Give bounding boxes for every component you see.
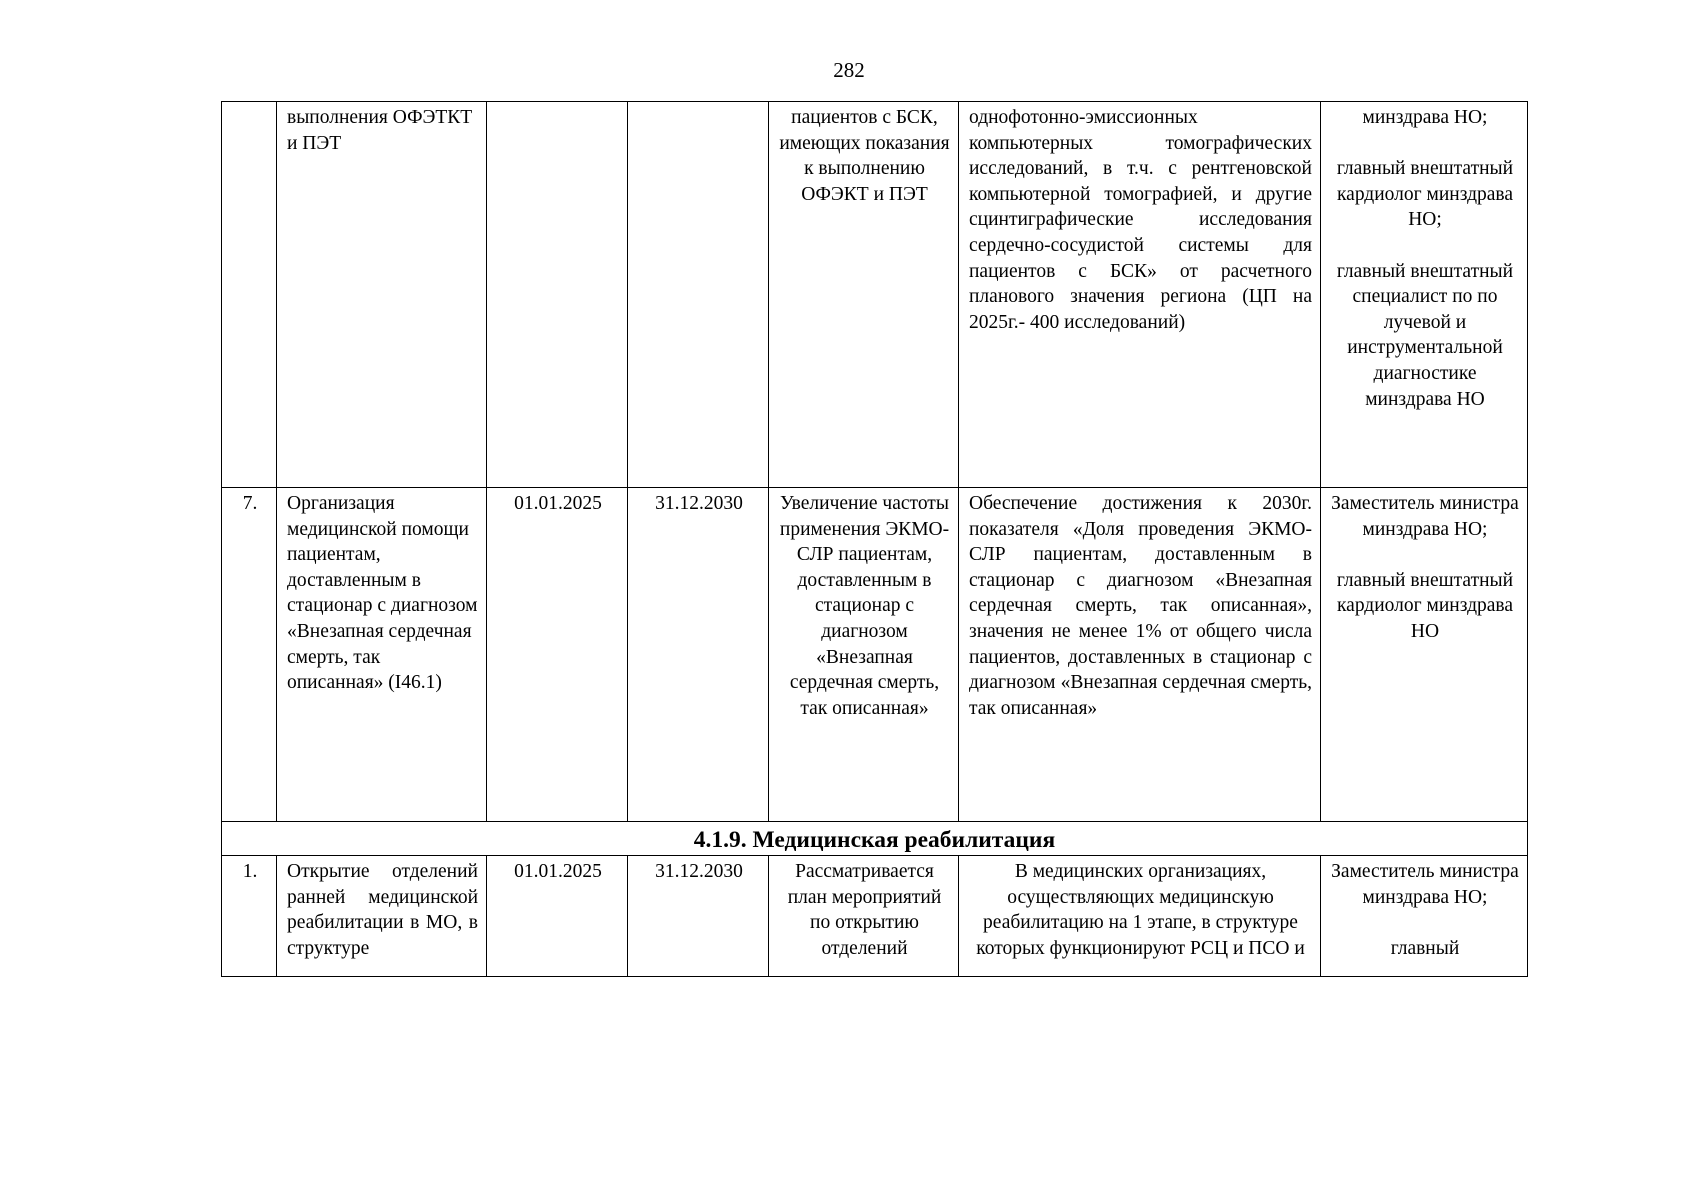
responsible-cell bbox=[1321, 856, 1528, 977]
result-cell: Увеличение частоты применения ЭКМО-СЛР пациентам, доставленным в стационар с диагнозом «Внезапная сердечная смерть, так описанная» bbox=[769, 488, 959, 822]
end-date-cell bbox=[628, 102, 769, 488]
action-plan-table bbox=[221, 101, 1528, 977]
indicator-text: В медицинских организациях, осуществляющих медицинскую реабилитацию на 1 этапе, в структуре которых функционируют РСЦ и ПСО и bbox=[976, 861, 1305, 959]
end-date-cell: 31.12.2030 bbox=[628, 488, 769, 822]
responsible-line: минздрава НО; bbox=[1362, 107, 1488, 128]
table-row bbox=[222, 488, 1528, 822]
responsible-line: главный bbox=[1390, 937, 1460, 959]
result-cell: пациентов с БСК, имеющих показания к выполнению ОФЭКТ и ПЭТ bbox=[769, 102, 959, 488]
page-number: 282 bbox=[833, 58, 865, 82]
row-number: 7. bbox=[222, 488, 277, 822]
result-text: Рассматривается план мероприятий по открытию отделений bbox=[787, 861, 942, 959]
row-number: 1. bbox=[222, 856, 277, 977]
table-row bbox=[222, 102, 1528, 488]
indicator-cell: Обеспечение достижения к 2030г. показателя «Доля проведения ЭКМО-СЛР пациентам, доставленным в стационар с диагнозом «Внезапная сердечная смерть, так описанная», значения не менее 1% от общего числа пациентов, доставленных в стационар с диагнозом «Внезапная сердечная смерть, так описанная» bbox=[959, 488, 1321, 822]
responsible-cell bbox=[1321, 102, 1528, 488]
event-cell: Организация медицинской помощи пациентам, доставленным в стационар с диагнозом «Внезапная сердечная смерть, так описанная» (I46.1) bbox=[277, 488, 487, 822]
responsible-cell bbox=[1321, 488, 1528, 822]
start-date-cell: 01.01.2025 bbox=[487, 488, 628, 822]
indicator-cell: однофотонно-эмиссионных компьютерных томографических исследований, в т.ч. с рентгеновской компьютерной томографией, и другие сцинтиграфические исследования сердечно-сосудистой системы для пациентов с БСК» от расчетного планового значения региона (ЦП на 2025г.- 400 исследований) bbox=[959, 102, 1321, 488]
row-number bbox=[222, 102, 277, 488]
responsible-line: главный внештатный специалист по по лучевой и инструментальной диагностике минздрава НО bbox=[1336, 260, 1514, 410]
event-cell: выполнения ОФЭТКТ и ПЭТ bbox=[277, 102, 487, 488]
event-text: Открытие отделений ранней медицинской реабилитации в МО, в структуре bbox=[287, 861, 478, 959]
responsible-line: главный внештатный кардиолог минздрава НО; bbox=[1336, 158, 1514, 231]
start-date-cell bbox=[487, 102, 628, 488]
table-row bbox=[222, 856, 1528, 977]
section-header-row bbox=[222, 822, 1528, 856]
section-title: 4.1.9. Медицинская реабилитация bbox=[222, 822, 1528, 856]
responsible-line: Заместитель министра минздрава НО; bbox=[1331, 861, 1519, 908]
indicator-cell bbox=[959, 856, 1321, 977]
result-cell bbox=[769, 856, 959, 977]
event-cell bbox=[277, 856, 487, 977]
end-date-cell: 31.12.2030 bbox=[628, 856, 769, 977]
responsible-line: Заместитель министра минздрава НО; bbox=[1331, 493, 1519, 540]
start-date-cell: 01.01.2025 bbox=[487, 856, 628, 977]
responsible-line: главный внештатный кардиолог минздрава НО bbox=[1336, 569, 1514, 642]
